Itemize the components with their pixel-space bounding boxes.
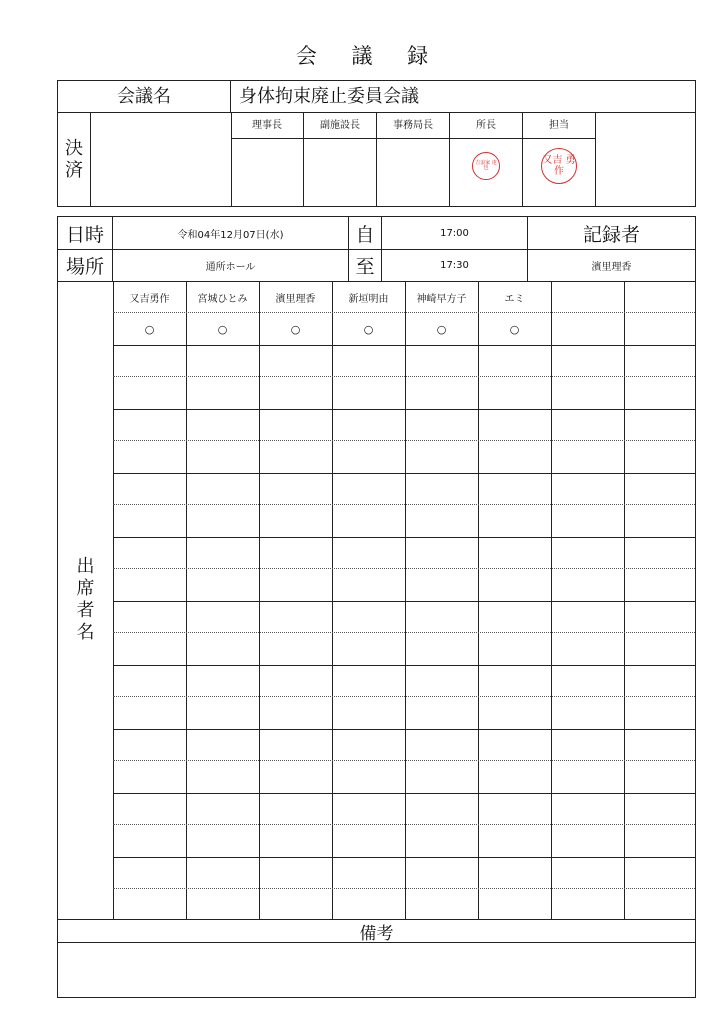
grid-row-line [113,473,695,474]
attendance-mark[interactable] [624,313,695,345]
attendee-name[interactable]: 宮城ひとみ [197,293,248,305]
approval-label-char: 済 [65,159,83,181]
grid-row-line [113,729,695,730]
approval-column-extra[interactable] [596,113,695,206]
grid-row-line [113,857,695,858]
meeting-approval-block [57,80,696,207]
grid-row-dotted-line [113,440,695,441]
approval-column-title: 事務局長 [377,113,449,139]
approval-column-director[interactable] [450,113,523,206]
meeting-name-value[interactable]: 身体拘束廃止委員会議 [239,86,419,107]
attendee-name[interactable]: 又吉勇作 [129,293,170,305]
meeting-name-label: 会議名 [58,81,231,112]
attendee-name[interactable]: エミ [504,293,525,305]
grid-row-line [113,601,695,602]
date-value[interactable]: 令和04年12月07日(水) [113,217,349,249]
attendees-label-char: 名 [76,622,95,643]
grid-row-dotted-line [113,632,695,633]
document-title: 会 議 録 [295,44,443,68]
grid-row-dotted-line [113,376,695,377]
attendee-name[interactable]: 新垣明由 [348,293,389,305]
attendance-mark[interactable]: ○ [509,322,520,336]
attendee-name[interactable] [551,282,624,312]
end-label: 至 [349,250,382,281]
approval-column-title: 所長 [450,113,522,139]
remarks-label: 備考 [359,923,394,944]
attendees-label [58,281,113,919]
grid-row-line [113,665,695,666]
approval-column-deputy-director[interactable] [304,113,377,206]
attendee-name[interactable]: 濱里理香 [275,293,316,305]
grid-row-dotted-line [113,888,695,889]
grid-row-dotted-line [113,568,695,569]
attendance-mark[interactable]: ○ [363,322,374,336]
meeting-details-block [57,216,696,998]
staff-seal-stamp: 又吉 勇作 [541,148,577,184]
place-label: 場所 [58,250,113,281]
attendance-mark[interactable]: ○ [217,322,228,336]
attendees-label-char: 出 [76,556,95,577]
attendance-mark[interactable] [551,313,624,345]
approval-column-staff[interactable] [523,113,596,206]
end-time[interactable]: 17:30 [382,250,528,281]
attendance-mark[interactable]: ○ [144,322,155,336]
grid-row-line [113,793,695,794]
approval-blank-area [91,113,232,206]
start-time[interactable]: 17:00 [382,217,528,249]
attendance-mark[interactable]: ○ [290,322,301,336]
date-label: 日時 [58,217,113,249]
attendees-label-char: 者 [76,600,95,621]
grid-row-dotted-line [113,760,695,761]
approval-column-secretary-general[interactable] [377,113,450,206]
remarks-area[interactable] [58,943,695,997]
approval-column-title: 副施設長 [304,113,376,139]
grid-row-line [113,345,695,346]
approval-column-title: 理事長 [231,113,303,139]
meeting-name-row [58,81,695,113]
approval-column-title [596,113,695,138]
attendees-label-char: 席 [76,578,95,599]
attendance-mark[interactable]: ○ [436,322,447,336]
recorder-label: 記録者 [582,223,640,246]
approval-label [58,113,91,206]
grid-row-line [113,409,695,410]
director-seal-stamp: 吉浪家 達也 [472,152,500,180]
approval-column-title: 担当 [523,113,595,139]
grid-row-dotted-line [113,696,695,697]
approval-column-chairman[interactable] [231,113,304,206]
start-label: 自 [349,217,382,249]
grid-row-dotted-line [113,824,695,825]
attendee-name[interactable]: 神崎早方子 [416,293,467,305]
place-value[interactable]: 通所ホール [113,250,349,281]
grid-row-dotted-line [113,504,695,505]
attendee-name[interactable] [624,282,695,312]
recorder-value[interactable]: 濱里理香 [591,262,632,273]
approval-label-char: 決 [65,137,83,159]
grid-row-dotted-line [113,312,695,313]
grid-row-line [113,537,695,538]
